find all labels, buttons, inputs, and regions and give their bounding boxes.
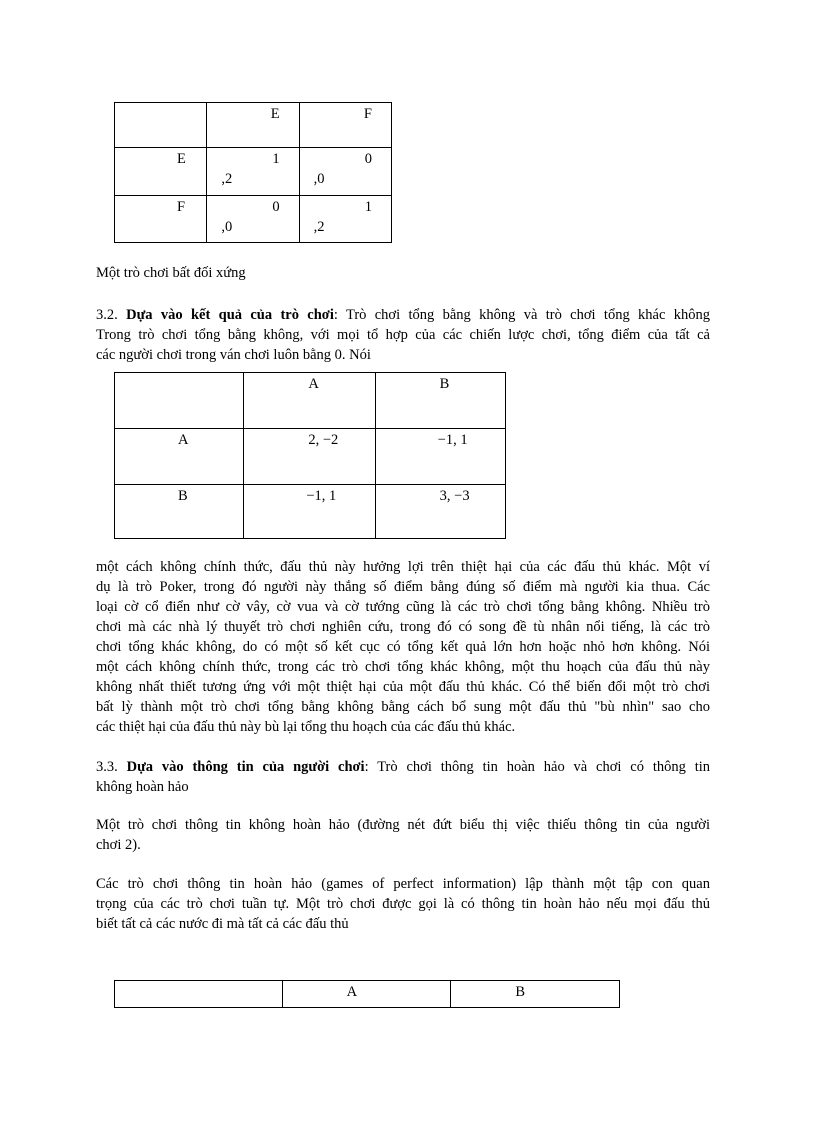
table-caption: Một trò chơi bất đối xứng [96, 265, 246, 281]
imperfect-info-paragraph: Một trò chơi thông tin không hoàn hảo (đường nét đứt biểu thị việc thiếu thông tin của người chơi 2). [96, 817, 710, 853]
table-header-cell: A [244, 373, 375, 429]
section-number: 3.2. [96, 307, 118, 323]
table-cell: −1, 1 [375, 429, 505, 485]
table-header-cell: B [375, 373, 505, 429]
zero-sum-paragraph: một cách không chính thức, đấu thủ này hưởng lợi trên thiệt hại của các đấu thủ khác. Một ví dụ là trò Poker, trong đó người này thắng số điểm bằng đúng số điểm mà người kia thua. Các loại cờ cổ điển như cờ vây, cờ vua và cờ tướng cũng là các trò chơi tổng bằng không. Nhiều trò chơi mà các nhà lý thuyết trò chơi nghiên cứu, trong đó có song đề tù nhân nổi tiếng, là các trò chơi tổng khác không, do có một số kết cục có tổng kết quả lớn hơn hoặc nhỏ hơn không. Nói một cách không chính thức, trong các trò chơi tổng khác không, một thu hoạch của đấu thủ này không nhất thiết tương ứng với một thiệt hại của một đấu thủ khác. Có thể biến đổi một trò chơi bất lỳ thành một trò chơi tổng bằng không bằng cách bổ sung một đấu thủ "bù nhìn" sao cho các thiệt hại của đấu thủ này bù lại tổng thu hoạch của các đấu thủ khác. [96, 559, 710, 735]
table-cell: 3, −3 [375, 485, 505, 539]
payoff-table-zero-sum [114, 372, 506, 539]
table-header-cell: A [282, 981, 451, 1008]
section-title: Dựa vào kết quả của trò chơi [126, 307, 334, 323]
section-number: 3.3. [96, 759, 118, 775]
section-3-2-paragraph: 3.2. Dựa vào kết quả của trò chơi: Trò chơi tổng bằng không và trò chơi tổng khác không Trong trò chơi tổng bằng không, với mọi tổ hợp của các chiến lược chơi, tổng điểm của tất cả các người chơi trong ván chơi luôn bằng 0. Nói [96, 307, 710, 363]
table-header-cell: E [207, 103, 299, 148]
table-cell: 0 ,0 [207, 196, 299, 243]
table-header-cell: B [451, 981, 620, 1008]
payoff-table-asymmetric [114, 102, 392, 243]
section-3-3-paragraph: 3.3. Dựa vào thông tin của người chơi: Trò chơi thông tin hoàn hảo và chơi có thông tin không hoàn hảo [96, 759, 710, 795]
table-cell: 1 ,2 [299, 196, 391, 243]
section-title: Dựa vào thông tin của người chơi [126, 759, 365, 775]
table-row-label: E [115, 148, 207, 196]
table-cell: 0 ,0 [299, 148, 391, 196]
table-row-label: F [115, 196, 207, 243]
table-row-label: B [115, 485, 244, 539]
table-cell: 2, −2 [244, 429, 375, 485]
table-row-label: A [115, 429, 244, 485]
table-corner-cell [115, 103, 207, 148]
table-corner-cell [115, 373, 244, 429]
table-header-cell: F [299, 103, 391, 148]
table-cell: 1 ,2 [207, 148, 299, 196]
table-cell: −1, 1 [244, 485, 375, 539]
payoff-table-partial [114, 980, 620, 1008]
perfect-info-paragraph: Các trò chơi thông tin hoàn hảo (games of perfect information) lập thành một tập con quan trọng của các trò chơi tuần tự. Một trò chơi được gọi là có thông tin hoàn hảo nếu mọi đấu thủ biết tất cả các nước đi mà tất cả các đấu thủ [96, 876, 710, 932]
table-corner-cell [115, 981, 283, 1008]
